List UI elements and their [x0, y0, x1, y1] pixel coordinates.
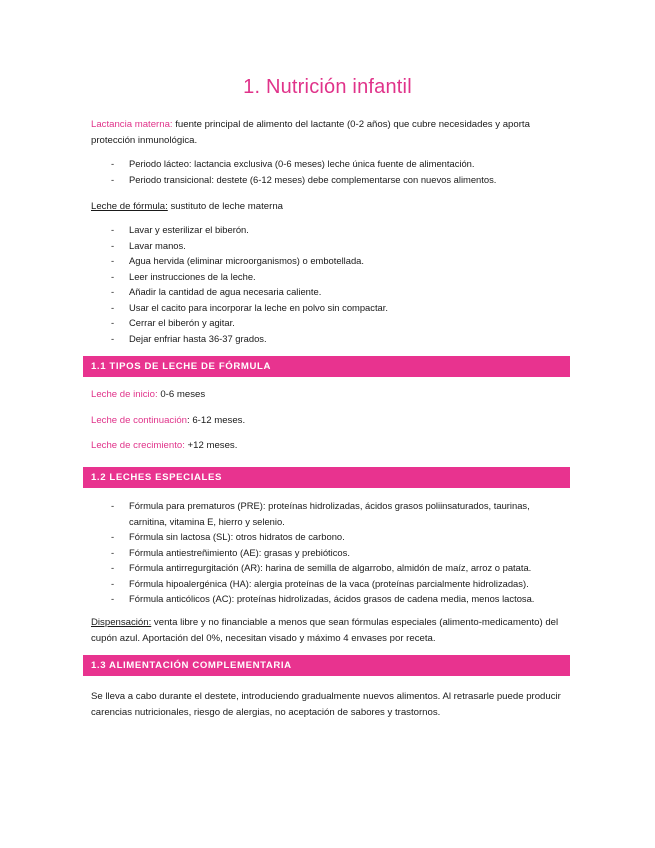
tipo-continuacion	[91, 413, 571, 429]
especiales-list	[91, 498, 561, 607]
dispensacion-label: Dispensación:	[91, 617, 152, 628]
dispensacion-paragraph	[91, 615, 571, 646]
list-item: - Fórmula para prematuros (PRE): proteínas hidrolizadas, ácidos grasos poliinsaturados, taurinas, carnitina, vitamina E, hierro y selenio.	[91, 498, 561, 529]
lactancia-text: fuente principal de alimento del lactante (0-2 años) que cubre necesidades y aporta protección inmunológica.	[91, 119, 530, 146]
tipo-continuacion-text: : 6-12 meses.	[187, 415, 246, 426]
tipo-inicio-text: 0-6 meses	[157, 389, 206, 400]
formula-text: sustituto de leche materna	[167, 201, 283, 212]
formula-steps-list	[91, 222, 561, 346]
list-item: - Fórmula antirregurgitación (AR): harina de semilla de algarrobo, almidón de maíz, arroz o patata.	[91, 560, 561, 576]
section-header-tipos: 1.1 TIPOS DE LECHE DE FÓRMULA	[83, 356, 570, 377]
complementaria-paragraph: Se lleva a cabo durante el destete, introduciendo gradualmente nuevos alimentos. Al retrasarle puede producir carencias nutricionales, riesgo de alergias, no aceptación de sabores y trastornos.	[91, 691, 561, 718]
tipo-crecimiento	[91, 438, 571, 454]
formula-label: Leche de fórmula:	[91, 201, 168, 212]
list-item: - Lavar manos.	[91, 238, 561, 254]
lactancia-list	[91, 156, 561, 187]
section-header-especiales: 1.2 LECHES ESPECIALES	[83, 467, 570, 488]
list-item: - Cerrar el biberón y agitar.	[91, 315, 561, 331]
list-item: - Agua hervida (eliminar microorganismos) o embotellada.	[91, 253, 561, 269]
list-item: - Añadir la cantidad de agua necesaria caliente.	[91, 284, 561, 300]
list-item: - Lavar y esterilizar el biberón.	[91, 222, 561, 238]
list-item: - Usar el cacito para incorporar la leche en polvo sin compactar.	[91, 300, 561, 316]
list-item: - Fórmula anticólicos (AC): proteínas hidrolizadas, ácidos grasos de cadena media, menos lactosa.	[91, 591, 561, 607]
list-item: - Fórmula antiestreñimiento (AE): grasas y prebióticos.	[91, 545, 561, 561]
list-item: - Periodo transicional: destete (6-12 meses) debe complementarse con nuevos alimentos.	[91, 172, 561, 188]
tipo-crecimiento-text: +12 meses.	[184, 440, 238, 451]
lactancia-paragraph	[91, 117, 571, 148]
tipo-crecimiento-label: Leche de crecimiento:	[91, 440, 185, 451]
list-item: - Fórmula sin lactosa (SL): otros hidratos de carbono.	[91, 529, 561, 545]
list-item: - Fórmula hipoalergénica (HA): alergia proteínas de la vaca (proteínas parcialmente hidrolizadas).	[91, 576, 561, 592]
list-item: - Dejar enfriar hasta 36-37 grados.	[91, 331, 561, 347]
dispensacion-text: venta libre y no financiable a menos que sean fórmulas especiales (alimento-medicamento) del cupón azul. Aportación del 0%, necesitan visado y máximo 4 envases por receta.	[91, 617, 559, 644]
tipo-inicio-label: Leche de inicio:	[91, 389, 158, 400]
section-header-complementaria: 1.3 ALIMENTACIÓN COMPLEMENTARIA	[83, 655, 570, 676]
page-title: 1. Nutrición infantil	[243, 76, 412, 98]
list-item: - Periodo lácteo: lactancia exclusiva (0-6 meses) leche única fuente de alimentación.	[91, 156, 561, 172]
tipo-continuacion-label: Leche de continuación	[91, 415, 188, 426]
list-item: - Leer instrucciones de la leche.	[91, 269, 561, 285]
formula-paragraph	[91, 199, 571, 215]
tipo-inicio	[91, 387, 571, 403]
lactancia-label: Lactancia materna:	[91, 119, 173, 130]
